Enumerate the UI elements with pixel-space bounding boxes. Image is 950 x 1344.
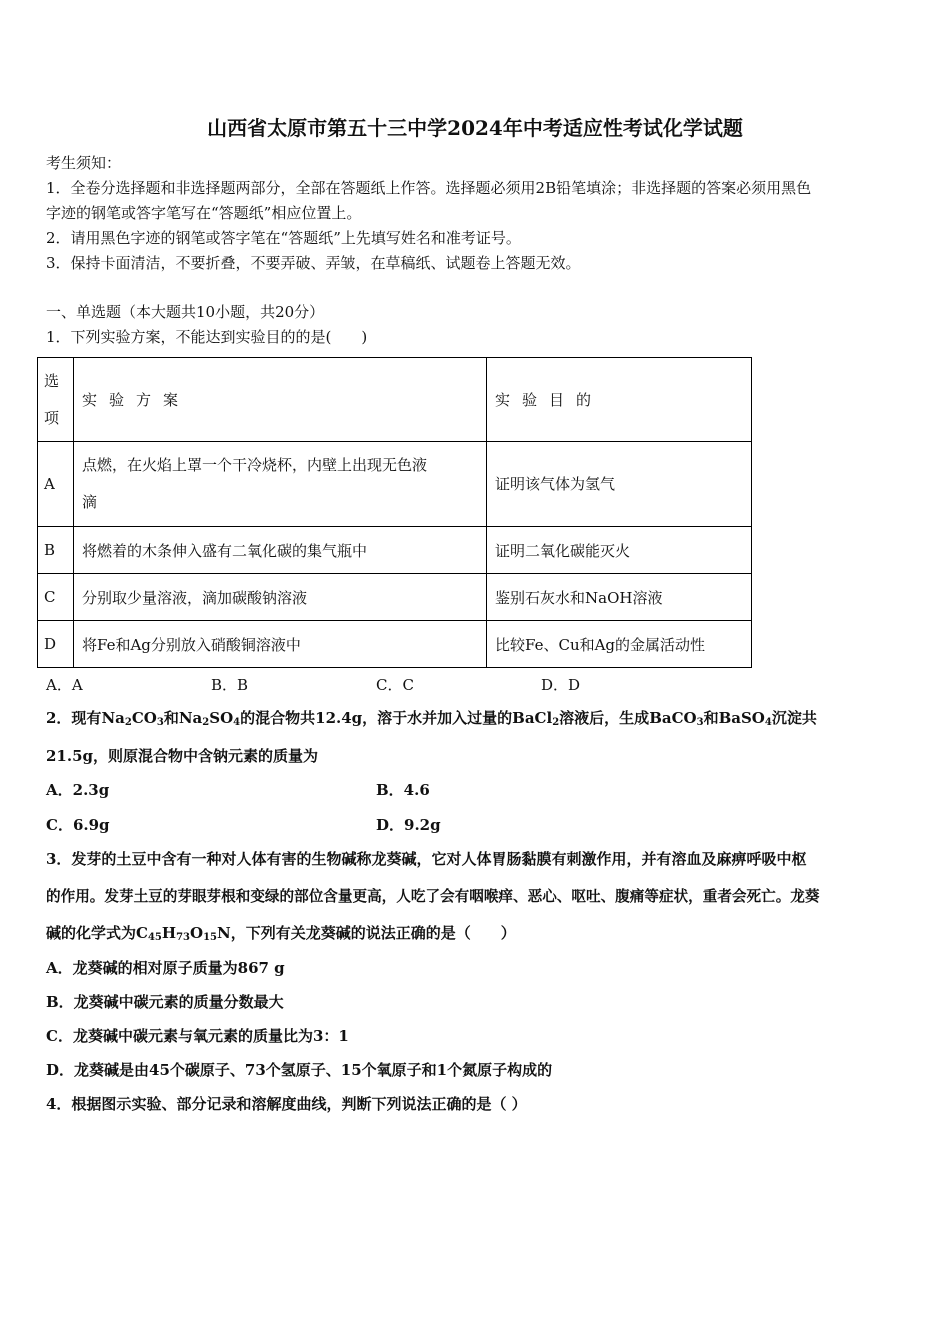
table-row [38, 621, 752, 668]
q4-stem: 4．根据图示实验、部分记录和溶解度曲线，判断下列说法正确的是（ ） [46, 1095, 527, 1113]
q3-stem-line2: 的作用。发芽土豆的芽眼芽根和变绿的部位含量更高，人吃了会有咽喉痒、恶心、呕吐、腹痛等症状，重者会死亡。龙葵 [46, 888, 820, 905]
table-header-row [38, 358, 752, 442]
q1-option-b: B．B [211, 676, 249, 694]
header-plan: 实验方案 [74, 358, 487, 442]
row-goal: 证明二氧化碳能灭火 [487, 527, 752, 574]
q1-option-c: C．C [376, 676, 414, 694]
table-row [38, 574, 752, 621]
q1-stem: 1．下列实验方案，不能达到实验目的的是( ) [46, 328, 368, 346]
row-plan: 点燃，在火焰上罩一个干冷烧杯，内壁上出现无色液 滴 [74, 442, 487, 527]
q2-option-c: C．6.9g [46, 816, 110, 834]
row-plan: 将燃着的木条伸入盛有二氧化碳的集气瓶中 [74, 527, 487, 574]
table-row [38, 527, 752, 574]
notice-item-1b: 字迹的钢笔或答字笔写在“答题纸”相应位置上。 [46, 204, 362, 222]
page-title: 山西省太原市第五十三中学2024年中考适应性考试化学试题 [207, 116, 743, 140]
q2-stem-line2: 21.5g，则原混合物中含钠元素的质量为 [46, 747, 319, 765]
table-row [38, 442, 752, 527]
q1-table [37, 357, 752, 668]
q2-option-b: B．4.6 [376, 781, 430, 799]
row-option: D [38, 621, 74, 668]
notice-item-3: 3．保持卡面清洁，不要折叠，不要弄破、弄皱，在草稿纸、试题卷上答题无效。 [46, 254, 581, 272]
row-goal: 比较Fe、Cu和Ag的金属活动性 [487, 621, 752, 668]
notice-item-2: 2．请用黑色字迹的钢笔或答字笔在“答题纸”上先填写姓名和准考证号。 [46, 229, 521, 247]
q3-stem-line3: 碱的化学式为$C_{45}H_{73}O_{15}N$，下列有关龙葵碱的说法正确的是（ ） [46, 924, 516, 943]
q2-option-a: A．2.3g [46, 781, 110, 799]
q3-option-b: B．龙葵碱中碳元素的质量分数最大 [46, 993, 284, 1011]
header-goal: 实验目的 [487, 358, 752, 442]
row-option: C [38, 574, 74, 621]
notice-heading: 考生须知： [46, 154, 122, 172]
q2-stem-line1: 2．现有$Na_2CO_3$和$Na_2SO_4$的混合物共12.4g，溶于水并加入过量的BaCl$_2$溶液后，生成BaCO$_3$和BaSO$_4$沉淀共 [46, 709, 817, 728]
row-option: A [38, 442, 74, 527]
row-plan: 分别取少量溶液，滴加碳酸钠溶液 [74, 574, 487, 621]
q2-option-d: D．9.2g [376, 816, 441, 834]
q3-option-a: A．龙葵碱的相对原子质量为867 g [46, 959, 285, 977]
section-heading: 一、单选题（本大题共10小题，共20分） [46, 303, 325, 321]
row-option: B [38, 527, 74, 574]
row-goal: 证明该气体为氢气 [487, 442, 752, 527]
q1-option-a: A．A [46, 676, 83, 694]
row-goal: 鉴别石灰水和NaOH溶液 [487, 574, 752, 621]
q1-option-d: D．D [541, 676, 581, 694]
q3-stem-line1: 3．发芽的土豆中含有一种对人体有害的生物碱称龙葵碱，它对人体胃肠黏膜有刺激作用，并有溶血及麻痹呼吸中枢 [46, 850, 807, 868]
header-option-a: 选 [44, 371, 60, 390]
q3-option-c: C．龙葵碱中碳元素与氧元素的质量比为3：1 [46, 1027, 349, 1045]
header-option-cell [38, 358, 74, 442]
row-plan: 将Fe和Ag分别放入硝酸铜溶液中 [74, 621, 487, 668]
q3-option-d: D．龙葵碱是由45个碳原子、73个氢原子、15个氧原子和1个氮原子构成的 [46, 1061, 553, 1079]
notice-item-1a: 1．全卷分选择题和非选择题两部分，全部在答题纸上作答。选择题必须用2B铅笔填涂；非选择题的答案必须用黑色 [46, 179, 812, 197]
header-option-b: 项 [44, 408, 60, 427]
